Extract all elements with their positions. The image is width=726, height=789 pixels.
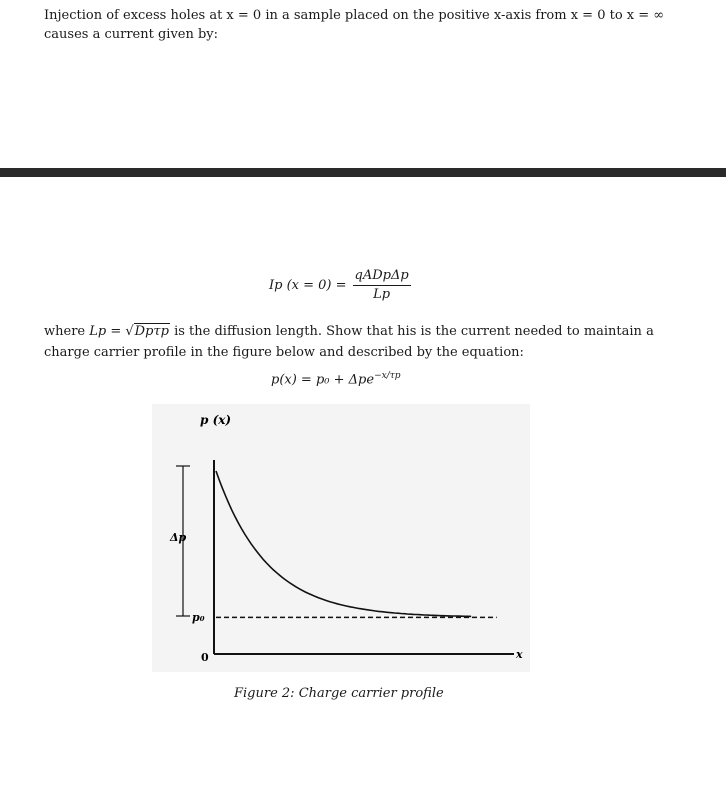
current-equation-numerator: qADpΔp	[353, 268, 411, 286]
diffusion-length-symbol: Lp =	[89, 324, 122, 339]
paragraph-line-1	[44, 321, 684, 342]
profile-equation	[271, 371, 400, 387]
current-equation-denominator: Lp	[373, 287, 391, 302]
intro-line-1: Injection of excess holes at x = 0 in a sample placed on the positive x-axis from x = 0 to x = ∞	[44, 8, 665, 23]
p-curve	[216, 471, 471, 616]
intro-line-2: causes a current given by:	[44, 27, 219, 42]
paragraph-rest: is the diffusion length. Show that his is the current needed to maintain a	[174, 324, 654, 339]
paragraph-line-2: charge carrier profile in the figure below and described by the equation:	[44, 345, 524, 360]
delta-p-label: Δp	[170, 531, 187, 544]
current-equation-lhs: Ip (x = 0) =	[269, 277, 347, 293]
section-divider	[0, 168, 726, 177]
diffusion-paragraph	[44, 321, 684, 363]
current-equation-fraction	[353, 268, 411, 302]
charge-profile-figure	[152, 404, 530, 672]
charge-profile-chart	[152, 404, 530, 672]
problem-intro	[44, 6, 704, 44]
sqrt-sign: √	[125, 324, 134, 339]
profile-equation-body: p(x) = p₀ + Δpe	[271, 372, 375, 388]
figure-caption: Figure 2: Charge carrier profile	[234, 686, 444, 701]
paragraph-prefix: where	[44, 324, 86, 339]
zero-tick-label: 0	[201, 651, 209, 664]
current-equation	[269, 268, 411, 302]
x-axis-label: x	[516, 648, 523, 661]
y-axis-label: p (x)	[200, 413, 232, 427]
profile-equation-exponent: −x/τp	[374, 371, 401, 381]
sqrt-argument: Dpτp	[134, 324, 169, 339]
p0-tick-label: p₀	[192, 611, 205, 624]
